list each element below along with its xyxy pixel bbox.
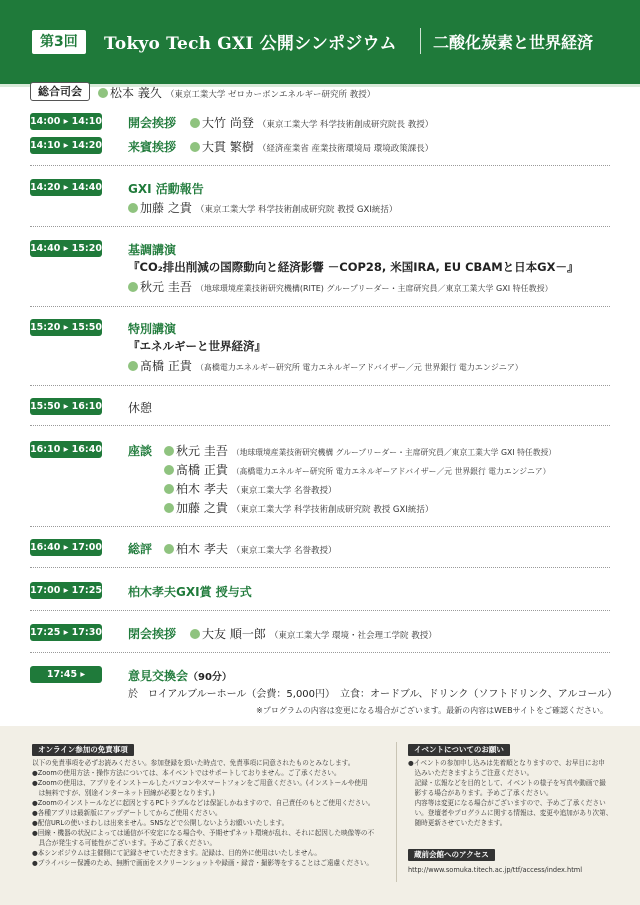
time-slot: 15:50 ▸ 16:10 bbox=[30, 398, 102, 415]
session-label: 基調講演 bbox=[128, 243, 177, 257]
moderator-person bbox=[98, 84, 375, 101]
reception-label: 意見交換会 bbox=[128, 669, 189, 683]
section-divider bbox=[30, 652, 610, 653]
bullet-dot-icon bbox=[190, 629, 200, 639]
speaker-affiliation: （髙橋電力エネルギー研究所 電力エネルギーアドバイザー／元 世界銀行 電力エンジニア） bbox=[195, 363, 523, 372]
lecture-title: 『エネルギーと世界経済』 bbox=[128, 339, 266, 353]
bullet-dot-icon bbox=[164, 446, 174, 456]
speaker-name: 柏木 孝夫 bbox=[176, 482, 228, 496]
speaker bbox=[190, 625, 437, 642]
bullet-dot-icon bbox=[98, 88, 108, 98]
event-request-tag: イベントについてのお願い bbox=[408, 744, 510, 756]
session-label: 座談 bbox=[128, 444, 153, 458]
bullet-dot-icon bbox=[164, 503, 174, 513]
speaker-name: 秋元 圭吾 bbox=[176, 444, 228, 458]
time-slot: 14:00 ▸ 14:10 bbox=[30, 113, 102, 130]
speaker-affiliation: （東京工業大学 名誉教授） bbox=[231, 486, 337, 496]
moderator-name: 松本 義久 bbox=[110, 86, 162, 100]
time-slot: 14:10 ▸ 14:20 bbox=[30, 137, 102, 154]
speaker-affiliation: （東京工業大学 環境・社会理工学院 教授） bbox=[269, 631, 437, 641]
panelist bbox=[164, 499, 433, 516]
section-divider bbox=[30, 610, 610, 611]
symposium-subtitle: 二酸化炭素と世界経済 bbox=[433, 33, 594, 52]
session-label: 来賓挨拶 bbox=[128, 140, 177, 154]
time-slot: 17:25 ▸ 17:30 bbox=[30, 624, 102, 641]
access-url-link[interactable]: http://www.somuka.titech.ac.jp/ttf/access/index.html bbox=[408, 866, 583, 874]
speaker-name: 大竹 尚登 bbox=[202, 116, 254, 130]
speaker bbox=[128, 278, 553, 295]
panelist bbox=[164, 461, 550, 478]
title-separator bbox=[420, 28, 421, 54]
event-line: ●イベントの参加申し込みは先着順となりますので、お早目にお申 bbox=[408, 759, 605, 767]
speaker-affiliation: （経済産業省 産業技術環境局 環境政策課長） bbox=[257, 144, 434, 154]
bullet-dot-icon bbox=[190, 142, 200, 152]
lecture-title: 『CO₂排出削減の国際動向と経済影響 －COP28, 米国IRA, EU CBAMと日本GX－』 bbox=[128, 260, 579, 274]
footer-separator bbox=[396, 742, 397, 882]
session-label: GXI 活動報告 bbox=[128, 182, 204, 196]
speaker-affiliation: （地球環境産業技術研究機構(RITE) グループリーダー・主席研究員／東京工業大学 GXI 特任教授） bbox=[195, 284, 553, 293]
speaker-affiliation: （地球環境産業技術研究機構 グループリーダー・主席研究員／東京工業大学 GXI 特任教授） bbox=[231, 448, 557, 457]
time-slot: 16:10 ▸ 16:40 bbox=[30, 441, 102, 458]
section-divider bbox=[30, 226, 610, 227]
section-divider bbox=[30, 385, 610, 386]
bullet-dot-icon bbox=[164, 484, 174, 494]
panelist bbox=[164, 480, 337, 497]
time-slot: 14:40 ▸ 15:20 bbox=[30, 240, 102, 257]
session-label: 柏木孝夫GXI賞 授与式 bbox=[128, 585, 252, 599]
event-line: い。登壇者やプログラムに関する情報は、変更や追加があり次第、 bbox=[408, 809, 613, 817]
speaker bbox=[190, 114, 433, 131]
speaker-name: 髙橋 正貴 bbox=[140, 359, 192, 373]
access-tag: 蔵前会館へのアクセス bbox=[408, 849, 495, 861]
speaker-affiliation: （東京工業大学 名誉教授） bbox=[231, 546, 337, 556]
speaker-name: 大友 順一郎 bbox=[202, 627, 266, 641]
speaker-affiliation: （髙橋電力エネルギー研究所 電力エネルギーアドバイザー／元 世界銀行 電力エンジニア） bbox=[231, 467, 551, 476]
bullet-dot-icon bbox=[190, 118, 200, 128]
time-slot: 14:20 ▸ 14:40 bbox=[30, 179, 102, 196]
time-slot: 16:40 ▸ 17:00 bbox=[30, 539, 102, 556]
speaker-affiliation: （東京工業大学 科学技術創成研究院 教授 GXI統括） bbox=[195, 205, 398, 215]
break-label: 休憩 bbox=[128, 401, 153, 415]
section-divider bbox=[30, 526, 610, 527]
moderator-label: 総合司会 bbox=[30, 82, 90, 101]
edition-badge: 第3回 bbox=[32, 30, 86, 54]
speaker-name: 髙橋 正貴 bbox=[176, 463, 228, 477]
section-divider bbox=[30, 306, 610, 307]
speaker-name: 柏木 孝夫 bbox=[176, 542, 228, 556]
disclaimer-line: ●本シンポジウムは主催側にて記録させていただきます。記録は、目的外に使用はいたしません。 bbox=[32, 849, 321, 857]
speaker bbox=[190, 138, 433, 155]
event-line: 込みいただきますようご注意ください。 bbox=[408, 769, 534, 777]
event-line: 内容等は変更になる場合がございますので、予めご了承ください bbox=[408, 799, 606, 807]
speaker bbox=[164, 540, 337, 557]
bullet-dot-icon bbox=[128, 282, 138, 292]
disclaimer-line: ●Zoomの使用方法・操作方法については、本イベントではサポートしておりません。ご了承ください。 bbox=[32, 769, 341, 777]
section-divider bbox=[30, 567, 610, 568]
bullet-dot-icon bbox=[164, 544, 174, 554]
speaker-affiliation: （東京工業大学 科学技術創成研究院長 教授） bbox=[257, 120, 434, 130]
reception-detail: 於 ロイアルブルーホール（会費：5,000円） 立食：オードブル、ドリンク（ソフトドリンク、アルコール） bbox=[128, 689, 618, 700]
bullet-dot-icon bbox=[128, 361, 138, 371]
speaker bbox=[128, 357, 523, 374]
time-slot: 17:00 ▸ 17:25 bbox=[30, 582, 102, 599]
program-change-note: ※プログラムの内容は変更になる場合がございます。最新の内容はWEBサイトをご確認ください。 bbox=[256, 706, 608, 715]
disclaimer-line: ●Zoomのインストールなどに起因とするPCトラブルなどは保証しかねますので、自己責任のもとご使用ください。 bbox=[32, 799, 375, 807]
speaker-name: 大貫 繁樹 bbox=[202, 140, 254, 154]
reception-duration: （90分） bbox=[188, 672, 232, 683]
session-label: 特別講演 bbox=[128, 322, 177, 336]
time-slot: 15:20 ▸ 15:50 bbox=[30, 319, 102, 336]
bullet-dot-icon bbox=[164, 465, 174, 475]
event-line: 記録・広報などを目的として、イベントの様子を写真や動画で撮 bbox=[408, 779, 606, 787]
moderator-affiliation: （東京工業大学 ゼロカーボンエネルギー研究所 教授） bbox=[165, 90, 376, 100]
event-line: 随時更新させていただきます。 bbox=[408, 819, 507, 827]
section-divider bbox=[30, 425, 610, 426]
section-divider bbox=[30, 165, 610, 166]
speaker-affiliation: （東京工業大学 科学技術創成研究院 教授 GXI統括） bbox=[231, 505, 434, 515]
disclaimer-line: は無料ですが、別途インターネット回線が必要となります。) bbox=[32, 789, 215, 797]
time-slot: 17:45 ▸ bbox=[30, 666, 102, 683]
disclaimer-line: ●回線・機器の状況によっては通信が不安定になる場合や、予期せずネット環境が乱れ、それに起因した映像等の不 bbox=[32, 829, 375, 837]
disclaimer-line: ●各種アプリは最新版にアップデートしてからご使用ください。 bbox=[32, 809, 222, 817]
event-line: 影する場合があります。予めご了承ください。 bbox=[408, 789, 553, 797]
session-label: 開会挨拶 bbox=[128, 116, 177, 130]
speaker-name: 加藤 之貴 bbox=[176, 501, 228, 515]
disclaimer-line: 以下の免責事項を必ずお読みください。参加登録を頂いた時点で、免責事項に同意されたものとみなします。 bbox=[32, 759, 355, 767]
disclaimer-line: ●Zoomの使用は、アプリをインストールしたパソコンやスマートフォンをご用意ください。(インストールや使用 bbox=[32, 779, 368, 787]
speaker-name: 秋元 圭吾 bbox=[140, 280, 192, 294]
disclaimer-line: 具合が発生する可能性がございます。予めご了承ください。 bbox=[32, 839, 217, 847]
bullet-dot-icon bbox=[128, 203, 138, 213]
session-label: 総評 bbox=[128, 542, 153, 556]
online-disclaimer-tag: オンライン参加の免責事項 bbox=[32, 744, 134, 756]
session-label: 閉会挨拶 bbox=[128, 627, 177, 641]
disclaimer-line: ●プライバシー保護のため、無断で画面をスクリーンショットや録画・録音・撮影等をすることはご遠慮ください。 bbox=[32, 859, 374, 867]
session-label bbox=[128, 667, 232, 684]
disclaimer-line: ●配信URLの使いまわしは出来ません。SNSなどで公開しないようお願いいたします。 bbox=[32, 819, 289, 827]
symposium-title: Tokyo Tech GXI 公開シンポジウム bbox=[104, 34, 397, 54]
header-banner bbox=[0, 0, 640, 84]
speaker-name: 加藤 之貴 bbox=[140, 201, 192, 215]
panelist bbox=[164, 442, 556, 459]
speaker bbox=[128, 199, 397, 216]
